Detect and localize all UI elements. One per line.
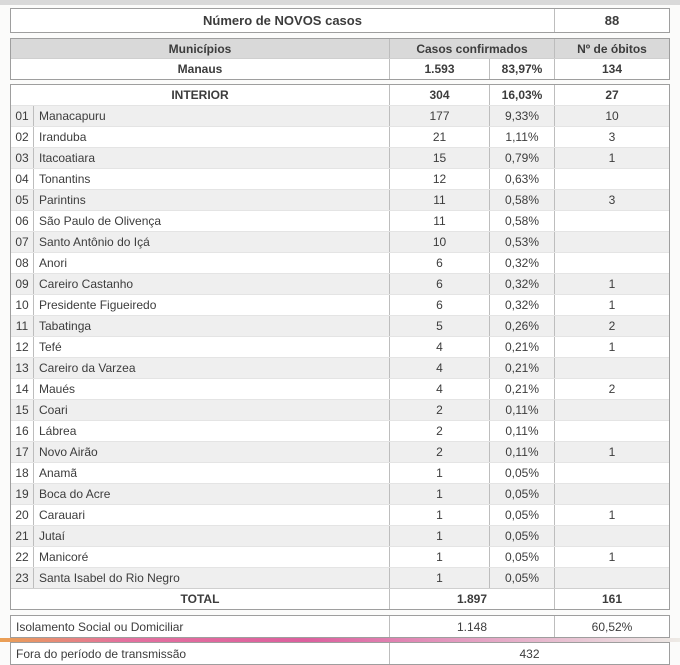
confirmed-cases: 1 bbox=[389, 526, 489, 546]
cases-percentage: 0,32% bbox=[489, 295, 554, 315]
cases-percentage: 0,21% bbox=[489, 358, 554, 378]
total-row bbox=[11, 588, 669, 609]
cases-percentage: 0,11% bbox=[489, 421, 554, 441]
confirmed-cases: 1 bbox=[389, 547, 489, 567]
municipality-name: Tonantins bbox=[33, 169, 389, 189]
interior-table bbox=[10, 84, 670, 610]
cases-percentage: 1,11% bbox=[489, 127, 554, 147]
municipality-row bbox=[11, 357, 669, 378]
confirmed-cases: 4 bbox=[389, 379, 489, 399]
interior-deaths: 27 bbox=[554, 85, 669, 105]
municipality-row bbox=[11, 147, 669, 168]
municipality-row bbox=[11, 336, 669, 357]
manaus-row bbox=[11, 58, 669, 79]
new-cases-label: Número de NOVOS casos bbox=[203, 13, 362, 28]
confirmed-cases: 6 bbox=[389, 253, 489, 273]
cases-percentage: 0,05% bbox=[489, 505, 554, 525]
municipality-row bbox=[11, 525, 669, 546]
confirmed-cases: 1 bbox=[389, 484, 489, 504]
cases-percentage: 0,21% bbox=[489, 337, 554, 357]
interior-cases: 304 bbox=[389, 85, 489, 105]
interior-header-row bbox=[11, 85, 669, 105]
municipality-name: Santo Antônio do Içá bbox=[33, 232, 389, 252]
cases-percentage: 0,05% bbox=[489, 568, 554, 588]
municipality-name: Santa Isabel do Rio Negro bbox=[33, 568, 389, 588]
deaths-count bbox=[554, 526, 669, 546]
row-number: 03 bbox=[15, 151, 29, 165]
manaus-pct: 83,97% bbox=[489, 59, 554, 79]
municipality-name: Careiro da Varzea bbox=[33, 358, 389, 378]
municipality-name: Maués bbox=[33, 379, 389, 399]
cases-percentage: 0,05% bbox=[489, 463, 554, 483]
row-number: 07 bbox=[15, 235, 29, 249]
deaths-count bbox=[554, 211, 669, 231]
cases-percentage: 0,21% bbox=[489, 379, 554, 399]
municipality-row bbox=[11, 231, 669, 252]
row-number: 09 bbox=[15, 277, 29, 291]
row-number: 13 bbox=[15, 361, 29, 375]
manaus-deaths: 134 bbox=[554, 59, 669, 79]
row-number: 20 bbox=[15, 508, 29, 522]
deaths-count bbox=[554, 463, 669, 483]
row-number: 01 bbox=[15, 109, 29, 123]
confirmed-cases: 4 bbox=[389, 337, 489, 357]
confirmed-cases: 4 bbox=[389, 358, 489, 378]
cases-percentage: 0,05% bbox=[489, 526, 554, 546]
municipality-name: Novo Airão bbox=[33, 442, 389, 462]
column-header-row bbox=[11, 39, 669, 58]
municipality-name: Lábrea bbox=[33, 421, 389, 441]
row-number: 15 bbox=[15, 403, 29, 417]
municipality-row bbox=[11, 567, 669, 588]
isolation-table bbox=[10, 615, 670, 638]
row-number: 18 bbox=[15, 466, 29, 480]
row-number: 04 bbox=[15, 172, 29, 186]
confirmed-cases: 11 bbox=[389, 211, 489, 231]
deaths-count: 1 bbox=[554, 295, 669, 315]
cases-percentage: 0,53% bbox=[489, 232, 554, 252]
municipality-name: Iranduba bbox=[33, 127, 389, 147]
municipality-row bbox=[11, 483, 669, 504]
confirmed-cases: 2 bbox=[389, 421, 489, 441]
cases-percentage: 0,32% bbox=[489, 253, 554, 273]
cases-percentage: 0,79% bbox=[489, 148, 554, 168]
deaths-count: 1 bbox=[554, 274, 669, 294]
total-label: TOTAL bbox=[180, 592, 220, 606]
confirmed-cases: 2 bbox=[389, 442, 489, 462]
row-number: 11 bbox=[15, 319, 29, 333]
deaths-count bbox=[554, 484, 669, 504]
deaths-count: 1 bbox=[554, 442, 669, 462]
municipality-row bbox=[11, 546, 669, 567]
municipality-name: Itacoatiara bbox=[33, 148, 389, 168]
cases-percentage: 0,11% bbox=[489, 400, 554, 420]
municipality-name: Carauari bbox=[33, 505, 389, 525]
isolation-value: 1.148 bbox=[389, 616, 554, 637]
out-of-transmission-value: 432 bbox=[389, 643, 669, 664]
bottom-gradient-strip bbox=[0, 638, 680, 642]
confirmed-cases: 12 bbox=[389, 169, 489, 189]
cases-percentage: 0,26% bbox=[489, 316, 554, 336]
confirmed-cases: 10 bbox=[389, 232, 489, 252]
row-number: 22 bbox=[15, 550, 29, 564]
municipality-row bbox=[11, 462, 669, 483]
deaths-count bbox=[554, 253, 669, 273]
row-number: 10 bbox=[15, 298, 29, 312]
confirmed-cases: 21 bbox=[389, 127, 489, 147]
total-deaths: 161 bbox=[554, 589, 669, 609]
confirmed-cases: 2 bbox=[389, 400, 489, 420]
row-number: 06 bbox=[15, 214, 29, 228]
confirmed-cases: 1 bbox=[389, 505, 489, 525]
out-of-transmission-table bbox=[10, 642, 670, 665]
municipality-row bbox=[11, 294, 669, 315]
interior-label: INTERIOR bbox=[171, 88, 229, 102]
row-number: 21 bbox=[15, 529, 29, 543]
municipality-name: Anori bbox=[33, 253, 389, 273]
row-number: 19 bbox=[15, 487, 29, 501]
row-number: 05 bbox=[15, 193, 29, 207]
interior-pct: 16,03% bbox=[489, 85, 554, 105]
confirmed-cases: 1 bbox=[389, 568, 489, 588]
out-of-transmission-label: Fora do período de transmissão bbox=[16, 646, 187, 661]
confirmed-cases: 177 bbox=[389, 106, 489, 126]
municipality-row bbox=[11, 399, 669, 420]
row-number: 08 bbox=[15, 256, 29, 270]
municipality-row bbox=[11, 105, 669, 126]
municipality-name: Tefé bbox=[33, 337, 389, 357]
deaths-count: 10 bbox=[554, 106, 669, 126]
new-cases-summary-table bbox=[10, 8, 670, 33]
municipality-row bbox=[11, 315, 669, 336]
municipality-row bbox=[11, 504, 669, 525]
municipality-name: Boca do Acre bbox=[33, 484, 389, 504]
municipality-row bbox=[11, 126, 669, 147]
deaths-count: 1 bbox=[554, 547, 669, 567]
cases-percentage: 9,33% bbox=[489, 106, 554, 126]
header-obitos: Nº de óbitos bbox=[554, 39, 669, 58]
row-number: 16 bbox=[15, 424, 29, 438]
cases-percentage: 0,63% bbox=[489, 169, 554, 189]
report-table-stack bbox=[10, 8, 670, 665]
municipality-row bbox=[11, 420, 669, 441]
municipality-name: Anamã bbox=[33, 463, 389, 483]
total-cases: 1.897 bbox=[389, 589, 554, 609]
isolation-pct: 60,52% bbox=[554, 616, 669, 637]
deaths-count: 1 bbox=[554, 505, 669, 525]
manaus-name: Manaus bbox=[177, 62, 223, 76]
deaths-count: 1 bbox=[554, 148, 669, 168]
row-number: 12 bbox=[15, 340, 29, 354]
header-casos-confirmados: Casos confirmados bbox=[389, 39, 554, 58]
deaths-count bbox=[554, 169, 669, 189]
cases-percentage: 0,58% bbox=[489, 190, 554, 210]
cases-percentage: 0,32% bbox=[489, 274, 554, 294]
deaths-count: 3 bbox=[554, 127, 669, 147]
deaths-count: 2 bbox=[554, 316, 669, 336]
municipality-row bbox=[11, 189, 669, 210]
confirmed-cases: 6 bbox=[389, 295, 489, 315]
municipality-name: Coari bbox=[33, 400, 389, 420]
new-cases-value: 88 bbox=[554, 9, 669, 32]
row-number: 14 bbox=[15, 382, 29, 396]
confirmed-cases: 5 bbox=[389, 316, 489, 336]
isolation-label: Isolamento Social ou Domiciliar bbox=[16, 619, 184, 634]
row-number: 17 bbox=[15, 445, 29, 459]
deaths-count bbox=[554, 568, 669, 588]
cases-percentage: 0,11% bbox=[489, 442, 554, 462]
deaths-count: 1 bbox=[554, 337, 669, 357]
municipality-name: Presidente Figueiredo bbox=[33, 295, 389, 315]
municipality-name: Careiro Castanho bbox=[33, 274, 389, 294]
municipality-row bbox=[11, 168, 669, 189]
confirmed-cases: 6 bbox=[389, 274, 489, 294]
row-number: 02 bbox=[15, 130, 29, 144]
top-divider-strip bbox=[0, 0, 680, 5]
isolation-row bbox=[11, 616, 669, 637]
deaths-count bbox=[554, 400, 669, 420]
confirmed-cases: 11 bbox=[389, 190, 489, 210]
municipality-row bbox=[11, 210, 669, 231]
municipality-row bbox=[11, 378, 669, 399]
manaus-table bbox=[10, 38, 670, 80]
new-cases-row bbox=[11, 9, 669, 32]
municipality-name: São Paulo de Olivença bbox=[33, 211, 389, 231]
cases-percentage: 0,05% bbox=[489, 484, 554, 504]
municipality-name: Manacapuru bbox=[33, 106, 389, 126]
municipality-row bbox=[11, 252, 669, 273]
municipality-row bbox=[11, 273, 669, 294]
confirmed-cases: 1 bbox=[389, 463, 489, 483]
cases-percentage: 0,05% bbox=[489, 547, 554, 567]
row-number: 23 bbox=[15, 571, 29, 585]
deaths-count: 3 bbox=[554, 190, 669, 210]
confirmed-cases: 15 bbox=[389, 148, 489, 168]
municipality-name: Jutaí bbox=[33, 526, 389, 546]
interior-rows bbox=[11, 105, 669, 588]
municipality-name: Parintins bbox=[33, 190, 389, 210]
deaths-count bbox=[554, 232, 669, 252]
municipality-row bbox=[11, 441, 669, 462]
municipality-name: Tabatinga bbox=[33, 316, 389, 336]
deaths-count: 2 bbox=[554, 379, 669, 399]
municipality-name: Manicoré bbox=[33, 547, 389, 567]
out-of-transmission-row bbox=[11, 643, 669, 664]
deaths-count bbox=[554, 358, 669, 378]
manaus-cases: 1.593 bbox=[389, 59, 489, 79]
cases-percentage: 0,58% bbox=[489, 211, 554, 231]
header-municipios: Municípios bbox=[168, 41, 232, 56]
deaths-count bbox=[554, 421, 669, 441]
